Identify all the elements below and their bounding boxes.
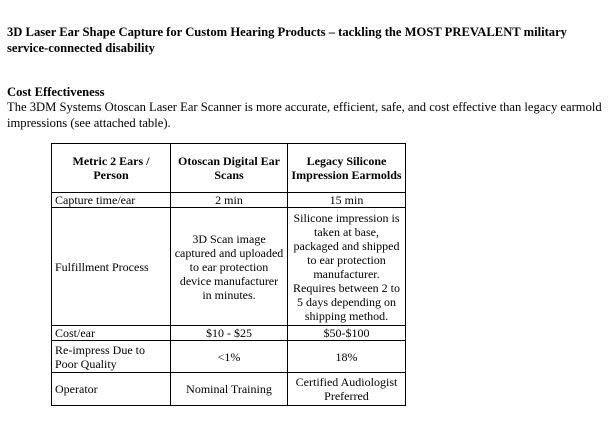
cell-legacy: $50-$100	[288, 326, 406, 341]
comparison-table	[51, 143, 406, 406]
cell-legacy: 15 min	[288, 193, 406, 208]
cell-legacy: Silicone impression is taken at base, packaged and shipped to ear protection manufacturer. Requires between 2 to 5 days depending on shipping method.	[288, 208, 406, 326]
cell-legacy: 18%	[288, 341, 406, 373]
cell-metric: Fulfillment Process	[52, 208, 171, 326]
table-row	[52, 326, 406, 341]
section-heading: Cost Effectiveness	[7, 85, 105, 99]
header-metric: Metric 2 Ears / Person	[52, 144, 171, 193]
table-row	[52, 193, 406, 208]
cell-metric: Re-impress Due to Poor Quality	[52, 341, 171, 373]
cell-metric: Capture time/ear	[52, 193, 171, 208]
intro-paragraph: The 3DM Systems Otoscan Laser Ear Scanner is more accurate, efficient, safe, and cost effective than legacy earmold impressions (see attached table).	[7, 100, 602, 130]
header-legacy: Legacy Silicone Impression Earmolds	[288, 144, 406, 193]
table-row	[52, 373, 406, 406]
cell-otoscan: $10 - $25	[171, 326, 288, 341]
cell-otoscan: <1%	[171, 341, 288, 373]
cell-metric: Operator	[52, 373, 171, 406]
cell-otoscan: Nominal Training	[171, 373, 288, 406]
cell-otoscan: 2 min	[171, 193, 288, 208]
document-title: 3D Laser Ear Shape Capture for Custom Hearing Products – tackling the MOST PREVALENT military service-connected disability	[7, 25, 567, 55]
table-header-row	[52, 144, 406, 193]
table-row	[52, 341, 406, 373]
header-otoscan: Otoscan Digital Ear Scans	[171, 144, 288, 193]
cell-legacy: Certified Audiologist Preferred	[288, 373, 406, 406]
cell-otoscan: 3D Scan image captured and uploaded to ear protection device manufacturer in minutes.	[171, 208, 288, 326]
table-row	[52, 208, 406, 326]
cell-metric: Cost/ear	[52, 326, 171, 341]
